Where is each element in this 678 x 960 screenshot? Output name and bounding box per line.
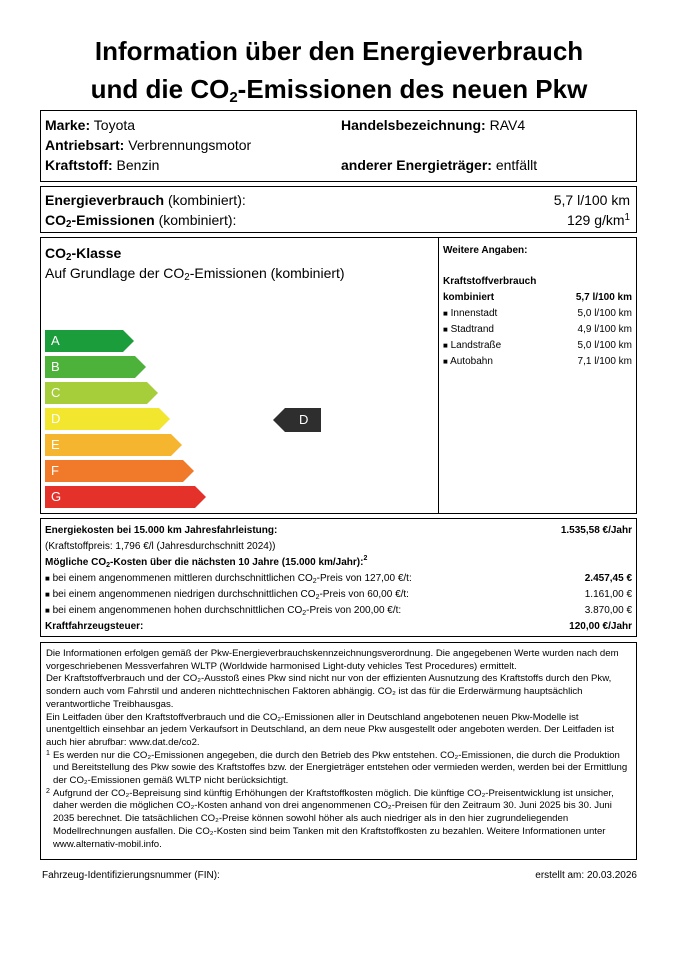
vehicle-tax-value: 120,00 €/Jahr [569, 621, 632, 632]
legal-paragraph-3: Ein Leitfaden über den Kraftstoffverbrauch und die CO₂-Emissionen aller in Deutschland angebotenen neuen Pkw-Modelle ist unentgeltlich einsehbar an jedem Verkaufsort in Deutschland, an dem neue Pkw ausgestellt oder angeboten werden. Der Leitfaden ist auch hier abrufbar: www.dat.de/co2. [46, 711, 614, 748]
combined-value: 5,7 l/100 km [575, 292, 632, 303]
co2-emissions-label: $CO_2$-Emissionen (kombiniert): [45, 212, 237, 230]
extra-row-label: ■ Autobahn [443, 356, 493, 367]
co2-class-bar-shape [45, 356, 146, 378]
created-date: erstellt am: 20.03.2026 [535, 870, 637, 881]
energy-consumption-value: 5,7 l/100 km [553, 192, 630, 208]
vin-label: Fahrzeug-Identifizierungsnummer (FIN): [42, 870, 220, 881]
energy-cost-label: Energiekosten bei 15.000 km Jahresfahrleistung: [45, 525, 278, 536]
co2-class-bar-a [45, 330, 134, 352]
legal-paragraph-1: Die Informationen erfolgen gemäß der Pkw-Energieverbrauchskennzeichnungsverordnung. Die angegebenen Werte wurden nach dem vorgeschriebenen Messverfahren WLTP (Worldwide harmonised Light-duty vehicles Test Procedures) ermittelt. [46, 648, 619, 672]
legal-paragraph-2: Der Kraftstoffverbrauch und der CO₂-Ausstoß eines Pkw sind nicht nur von der effizienten Ausnutzung des Kraftstoffs durch den Pkw, sondern auch vom Fahrstil und anderen nichttechnischen Faktoren abhängig. CO₂ ist das für die Erderwärmung hauptsächlich verantwortliche Treibhausgas. [46, 673, 612, 710]
extra-row-value: 5,0 l/100 km [577, 340, 632, 351]
current-class-marker [273, 408, 321, 432]
co2-class-bar-shape [45, 486, 206, 508]
co2-class-bar-letter: G [51, 489, 62, 504]
co2-class-bar-shape [45, 460, 194, 482]
energy-consumption-label: Energieverbrauch (kombiniert): [45, 192, 246, 208]
drive-row: Antriebsart: Verbrennungsmotor [45, 137, 252, 153]
footnote-2: 2 Aufgrund der CO₂-Bepreisung sind künftig Erhöhungen der Kraftstoffkosten möglich. Die künftige CO₂-Preisentwicklung ist unsicher, daher werden die möglichen CO₂-Kosten anhand von drei angenommenen CO₂-Preisen für den Zeitraum 30. Juni 2025 bis 30. Juni 2035 berechnet. Die tatsächlichen CO₂-Preise können sowohl höher als auch niedriger als in den hier zugrundeliegenden Modellrechnungen ausfallen. Die CO₂-Kosten sind beim Tanken mit den Kraftstoffkosten zu bezahlen. Weitere Informationen unter www.alternativ-mobil.info. [46, 787, 614, 850]
co2-cost-scenario-label: ■ bei einem angenommenen hohen durchschnittlichen $CO_2$-Preis von 200,00 €/t: [45, 605, 402, 617]
co2-class-bar-letter: B [51, 359, 60, 374]
co2-class-bar-c [45, 382, 158, 404]
possible-co2-costs-heading: Mögliche $CO_2$-Kosten über die nächsten 10 Jahre (15.000 km/Jahr):$^2$ [45, 555, 368, 569]
current-class-letter: D [299, 412, 309, 427]
co2-emissions-value: 129 $g/km^1$ [566, 212, 630, 228]
co2-class-heading: $CO_2$-Klasse [45, 245, 122, 263]
co2-class-bar-e [45, 434, 182, 456]
co2-cost-scenario-label: ■ bei einem angenommenen mittleren durchschnittlichen $CO_2$-Preis von 127,00 €/t: [45, 573, 412, 585]
co2-class-box [40, 237, 637, 514]
vehicle-info-box [40, 110, 637, 182]
co2-cost-scenario-value: 2.457,45 € [584, 573, 632, 584]
extra-row-label: ■ Stadtrand [443, 324, 494, 335]
co2-class-bar-g [45, 486, 206, 508]
extra-row-label: ■ Landstraße [443, 340, 502, 351]
co2-class-bar-shape [45, 434, 182, 456]
extra-row-value: 5,0 l/100 km [577, 308, 632, 319]
combined-label: kombiniert [443, 292, 495, 303]
legal-notes-box [40, 642, 637, 860]
co2-class-bar-f [45, 460, 194, 482]
co2-class-basis: Auf Grundlage der $CO_2$-Emissionen (kombiniert) [45, 265, 345, 283]
other-energy-row: anderer Energieträger: entfällt [341, 157, 538, 173]
page-title-line1: Information über den Energieverbrauch [94, 36, 584, 66]
co2-class-bar-shape [45, 382, 158, 404]
brand-row: Marke: Toyota [45, 117, 136, 133]
energy-cost-value: 1.535,58 €/Jahr [560, 525, 632, 536]
page-title-line2: und die $CO_2$-Emissionen des neuen Pkw [90, 74, 588, 106]
co2-class-divider [438, 238, 439, 513]
fuel-consumption-heading: Kraftstoffverbrauch [443, 276, 537, 287]
co2-cost-scenario-label: ■ bei einem angenommenen niedrigen durchschnittlichen $CO_2$-Preis von 60,00 €/t: [45, 589, 409, 601]
co2-class-bar-letter: F [51, 463, 59, 478]
footnote-1: 1 Es werden nur die CO₂-Emissionen angegeben, die durch den Betrieb des Pkw entstehen. CO₂-Emissionen, die durch die Produktion und Bereitstellung des Pkw sowie des Kraftstoffes bzw. der Energieträger entstehen oder vermieden werden, werden bei der Ermittlung der CO₂-Emissionen gemäß WLTP nicht berücksichtigt. [46, 749, 628, 787]
extra-row-value: 7,1 l/100 km [577, 356, 632, 367]
extra-row-label: ■ Innenstadt [443, 308, 498, 319]
co2-class-bar-letter: A [51, 333, 60, 348]
co2-cost-scenario-value: 1.161,00 € [584, 589, 632, 600]
costs-box [40, 518, 637, 637]
co2-class-bar-letter: E [51, 437, 60, 452]
consumption-box [40, 186, 637, 233]
co2-class-bar-d [45, 408, 170, 430]
fuel-row: Kraftstoff: Benzin [45, 157, 160, 173]
co2-class-bar-letter: D [51, 411, 61, 426]
co2-class-bar-b [45, 356, 146, 378]
vehicle-tax-label: Kraftfahrzeugsteuer: [45, 621, 144, 632]
model-row: Handelsbezeichnung: RAV4 [341, 117, 526, 133]
current-class-arrow [273, 408, 321, 432]
co2-cost-scenario-value: 3.870,00 € [584, 605, 632, 616]
extra-heading: Weitere Angaben: [443, 245, 528, 256]
fuel-price-note: (Kraftstoffpreis: 1,796 €/l (Jahresdurchschnitt 2024)) [45, 541, 276, 552]
co2-class-bar-letter: C [51, 385, 61, 400]
extra-row-value: 4,9 l/100 km [577, 324, 632, 335]
co2-class-bar-shape [45, 408, 170, 430]
